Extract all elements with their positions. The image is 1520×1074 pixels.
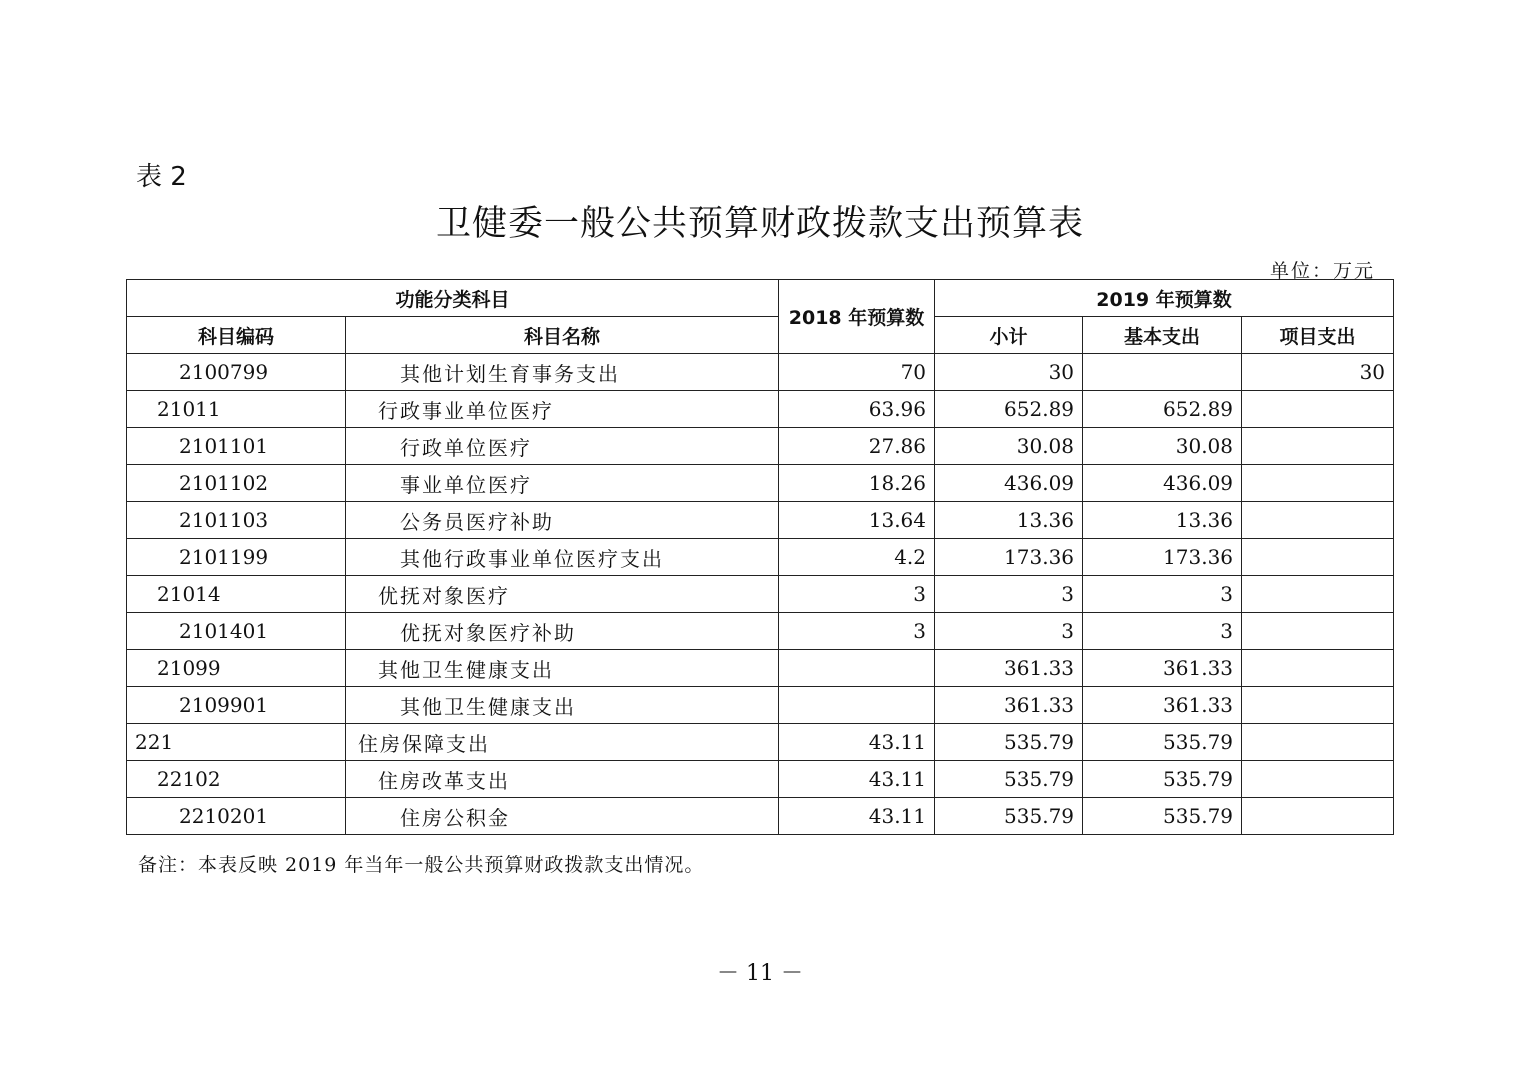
row-subtotal: 3	[935, 613, 1083, 650]
row-code: 2101103	[127, 502, 346, 539]
row-basic: 436.09	[1083, 465, 1242, 502]
header-subtotal: 小计	[935, 317, 1083, 354]
table-row	[127, 576, 1394, 613]
row-2018-budget: 13.64	[779, 502, 935, 539]
row-subtotal: 535.79	[935, 798, 1083, 835]
row-code: 21011	[127, 391, 346, 428]
row-subtotal: 652.89	[935, 391, 1083, 428]
row-subtotal: 436.09	[935, 465, 1083, 502]
table-row	[127, 761, 1394, 798]
header-basic: 基本支出	[1083, 317, 1242, 354]
row-basic: 13.36	[1083, 502, 1242, 539]
table-row	[127, 428, 1394, 465]
row-2018-budget	[779, 687, 935, 724]
row-2018-budget: 27.86	[779, 428, 935, 465]
row-basic: 173.36	[1083, 539, 1242, 576]
row-2018-budget: 3	[779, 576, 935, 613]
header-row-top	[127, 280, 1394, 317]
table-row	[127, 465, 1394, 502]
row-project	[1242, 724, 1394, 761]
row-code: 2101401	[127, 613, 346, 650]
row-subtotal: 535.79	[935, 761, 1083, 798]
row-name: 其他卫生健康支出	[346, 650, 779, 687]
table-row	[127, 687, 1394, 724]
footnote: 备注：本表反映 2019 年当年一般公共预算财政拨款支出情况。	[138, 854, 705, 876]
document-title: 卫健委一般公共预算财政拨款支出预算表	[435, 204, 1084, 244]
row-basic: 535.79	[1083, 761, 1242, 798]
row-subtotal: 173.36	[935, 539, 1083, 576]
row-code: 2109901	[127, 687, 346, 724]
row-project	[1242, 798, 1394, 835]
row-project	[1242, 576, 1394, 613]
row-project	[1242, 687, 1394, 724]
table-row	[127, 613, 1394, 650]
row-name: 其他计划生育事务支出	[346, 354, 779, 391]
row-2018-budget: 3	[779, 613, 935, 650]
row-name: 其他行政事业单位医疗支出	[346, 539, 779, 576]
row-code: 22102	[127, 761, 346, 798]
row-name: 其他卫生健康支出	[346, 687, 779, 724]
row-basic: 30.08	[1083, 428, 1242, 465]
row-project	[1242, 428, 1394, 465]
header-2018-budget: 2018 年预算数	[779, 280, 935, 354]
table-row	[127, 354, 1394, 391]
row-name: 公务员医疗补助	[346, 502, 779, 539]
row-basic: 3	[1083, 576, 1242, 613]
row-name: 行政单位医疗	[346, 428, 779, 465]
row-basic: 361.33	[1083, 650, 1242, 687]
row-subtotal: 13.36	[935, 502, 1083, 539]
row-basic: 3	[1083, 613, 1242, 650]
row-project	[1242, 539, 1394, 576]
header-row-bottom	[127, 317, 1394, 354]
row-name: 住房改革支出	[346, 761, 779, 798]
row-2018-budget: 43.11	[779, 761, 935, 798]
row-2018-budget: 18.26	[779, 465, 935, 502]
header-func-class: 功能分类科目	[127, 280, 779, 317]
table-row	[127, 539, 1394, 576]
row-code: 2100799	[127, 354, 346, 391]
row-name: 行政事业单位医疗	[346, 391, 779, 428]
table-row	[127, 502, 1394, 539]
budget-table	[126, 279, 1394, 835]
row-2018-budget: 4.2	[779, 539, 935, 576]
row-project	[1242, 650, 1394, 687]
row-code: 221	[127, 724, 346, 761]
row-2018-budget: 43.11	[779, 798, 935, 835]
row-subtotal: 30	[935, 354, 1083, 391]
header-code: 科目编码	[127, 317, 346, 354]
table-label: 表 2	[136, 162, 187, 192]
header-name: 科目名称	[346, 317, 779, 354]
row-basic: 535.79	[1083, 798, 1242, 835]
row-name: 事业单位医疗	[346, 465, 779, 502]
header-project: 项目支出	[1242, 317, 1394, 354]
row-2018-budget	[779, 650, 935, 687]
unit-note: 单位：万元	[1270, 260, 1376, 282]
row-subtotal: 361.33	[935, 650, 1083, 687]
row-2018-budget: 70	[779, 354, 935, 391]
row-name: 优抚对象医疗补助	[346, 613, 779, 650]
row-code: 2101199	[127, 539, 346, 576]
row-project: 30	[1242, 354, 1394, 391]
row-subtotal: 535.79	[935, 724, 1083, 761]
row-project	[1242, 465, 1394, 502]
row-basic	[1083, 354, 1242, 391]
row-subtotal: 361.33	[935, 687, 1083, 724]
row-basic: 652.89	[1083, 391, 1242, 428]
row-project	[1242, 613, 1394, 650]
row-subtotal: 3	[935, 576, 1083, 613]
row-subtotal: 30.08	[935, 428, 1083, 465]
row-2018-budget: 43.11	[779, 724, 935, 761]
row-code: 2210201	[127, 798, 346, 835]
table-row	[127, 391, 1394, 428]
row-basic: 361.33	[1083, 687, 1242, 724]
row-code: 21014	[127, 576, 346, 613]
row-2018-budget: 63.96	[779, 391, 935, 428]
row-code: 2101101	[127, 428, 346, 465]
table-row	[127, 724, 1394, 761]
header-2019-budget: 2019 年预算数	[935, 280, 1394, 317]
row-project	[1242, 502, 1394, 539]
row-name: 住房公积金	[346, 798, 779, 835]
table-row	[127, 650, 1394, 687]
row-code: 2101102	[127, 465, 346, 502]
budget-table-body	[127, 354, 1394, 835]
row-name: 住房保障支出	[346, 724, 779, 761]
table-row	[127, 798, 1394, 835]
row-project	[1242, 761, 1394, 798]
row-code: 21099	[127, 650, 346, 687]
row-basic: 535.79	[1083, 724, 1242, 761]
page-number: － 11 －	[717, 961, 803, 986]
row-project	[1242, 391, 1394, 428]
row-name: 优抚对象医疗	[346, 576, 779, 613]
